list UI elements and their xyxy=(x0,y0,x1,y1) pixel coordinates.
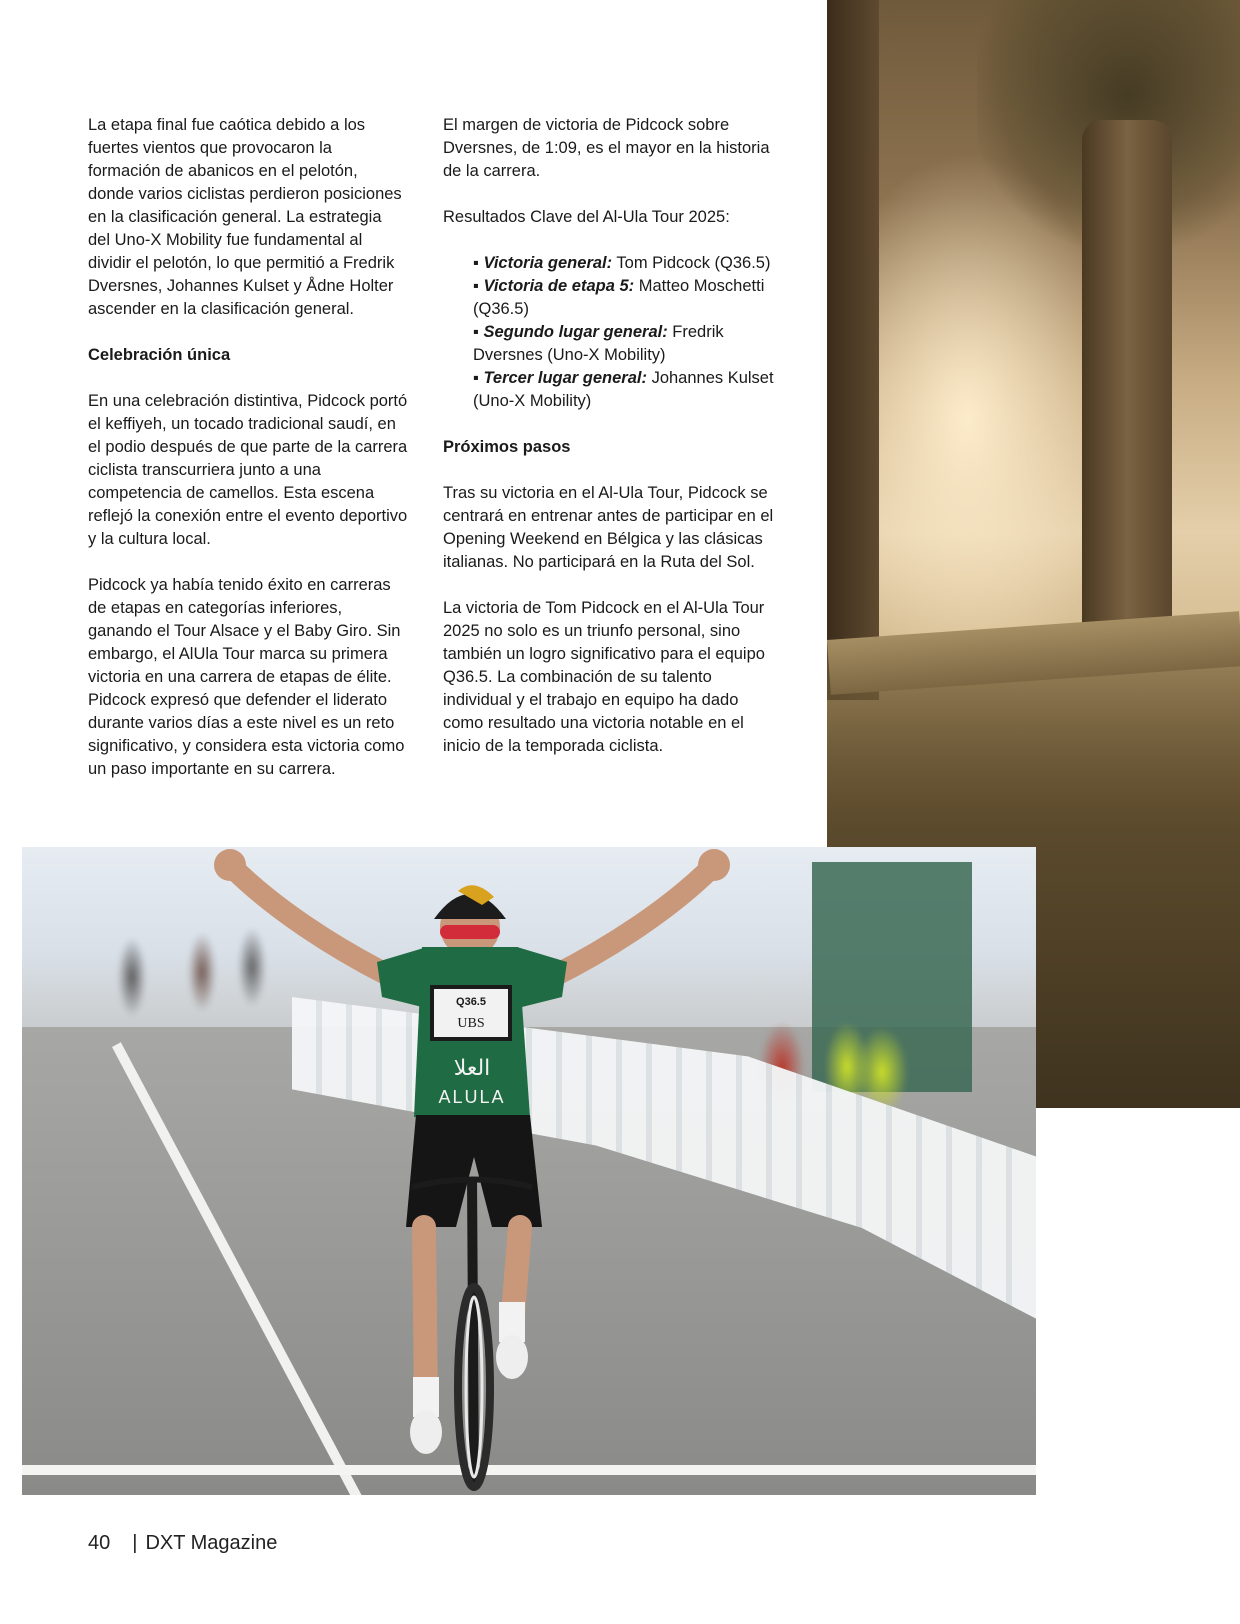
jersey-arabic-text: العلا xyxy=(453,1056,491,1081)
results-item: ▪ Segundo lugar general: Fredrik Dversnes (Uno-X Mobility) xyxy=(473,323,724,364)
article-column-right xyxy=(443,114,783,781)
paragraph: Pidcock ya había tenido éxito en carreras de etapas en categorías inferiores, ganando el Tour Alsace y el Baby Giro. Sin embargo, el AlUla Tour marca su primera victoria en una carrera de etapas de élite. Pidcock expresó que defender el liderato durante varios días a este nivel es un reto significativo, y considera esta victoria como un paso importante en su carrera. xyxy=(88,576,405,778)
section-heading: Próximos pasos xyxy=(443,438,571,456)
paragraph: El margen de victoria de Pidcock sobre Dversnes, de 1:09, es el mayor en la historia de la carrera. xyxy=(443,116,770,180)
page-number: 40 xyxy=(88,1532,111,1554)
cyclist-figure xyxy=(212,847,732,1495)
results-value: Johannes Kulset (Uno-X Mobility) xyxy=(473,369,774,410)
results-item: ▪ Victoria de etapa 5: Matteo Moschetti (Q36.5) xyxy=(473,277,765,318)
results-list xyxy=(443,252,783,413)
results-label: Segundo lugar general: xyxy=(483,323,668,341)
tree-trunk xyxy=(1082,120,1172,640)
paragraph: La victoria de Tom Pidcock en el Al-Ula Tour 2025 no solo es un triunfo personal, sino también un logro significativo para el equipo Q36.5. La combinación de su talento individual y el trabajo en equipo ha dado como resultado una victoria notable en el inicio de la temporada ciclista. xyxy=(443,599,765,755)
results-item: ▪ Tercer lugar general: Johannes Kulset (Uno-X Mobility) xyxy=(473,369,774,410)
results-value: Tom Pidcock (Q36.5) xyxy=(612,254,771,272)
jersey-sponsor-bottom: ALULA xyxy=(438,1087,506,1107)
results-label: Victoria general: xyxy=(483,254,613,272)
section-heading: Celebración única xyxy=(88,346,231,364)
jersey-sponsor-mid: UBS xyxy=(457,1016,485,1031)
paragraph: En una celebración distintiva, Pidcock portó el keffiyeh, un tocado tradicional saudí, en el podio después de que parte de la carrera ciclista transcurriera junto a una competencia de camellos. Esta escena reflejó la conexión entre el evento deportivo y la cultura local. xyxy=(88,392,408,548)
results-value: Fredrik Dversnes (Uno-X Mobility) xyxy=(473,323,724,364)
results-item: ▪ Victoria general: Tom Pidcock (Q36.5) xyxy=(473,254,771,272)
results-intro: Resultados Clave del Al-Ula Tour 2025: xyxy=(443,208,730,226)
results-value: Matteo Moschetti (Q36.5) xyxy=(473,277,765,318)
article-column-left xyxy=(88,114,408,804)
page-footer xyxy=(88,1530,277,1556)
results-label: Victoria de etapa 5: xyxy=(483,277,635,295)
tree-trunk xyxy=(827,0,879,700)
paragraph: La etapa final fue caótica debido a los fuertes vientos que provocaron la formación de abanicos en el pelotón, donde varios ciclistas perdieron posiciones en la clasificación general. La estrategia del Uno-X Mobility fue fundamental al dividir el pelotón, lo que permitió a Fredrik Dversnes, Johannes Kulset y Ådne Holter ascender en la clasificación general. xyxy=(88,116,402,318)
paragraph: Tras su victoria en el Al-Ula Tour, Pidcock se centrará en entrenar antes de participar en el Opening Weekend en Bélgica y las clásicas italianas. No participará en la Ruta del Sol. xyxy=(443,484,774,571)
cyclist-photo xyxy=(22,847,1036,1495)
results-label: Tercer lugar general: xyxy=(483,369,647,387)
jersey-sponsor-top: Q36.5 xyxy=(456,996,486,1008)
footer-separator: | xyxy=(132,1532,138,1554)
magazine-name: DXT Magazine xyxy=(145,1532,278,1554)
